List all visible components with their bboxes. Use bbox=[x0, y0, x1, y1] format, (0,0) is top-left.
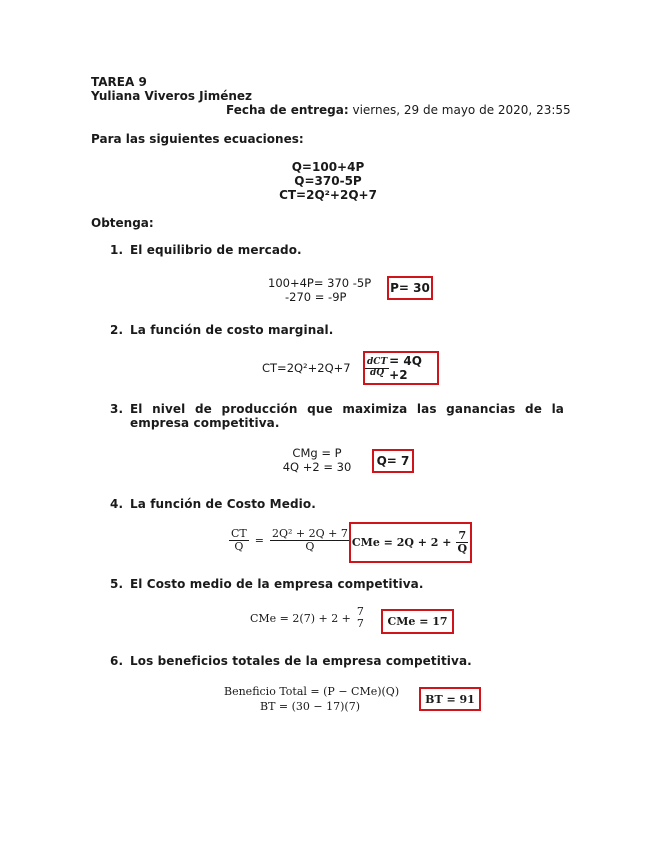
work-3 bbox=[281, 446, 353, 474]
question-text: Los beneficios totales de la empresa competitiva. bbox=[130, 654, 472, 668]
fraction-numerator: 7 bbox=[356, 605, 364, 618]
question-1 bbox=[110, 243, 302, 257]
question-3 bbox=[110, 402, 564, 430]
fraction-denominator: Q bbox=[234, 540, 244, 554]
answer-box-3 bbox=[372, 449, 414, 473]
equation-cost: CT=2Q²+2Q+7 bbox=[279, 188, 377, 202]
due-date-line bbox=[226, 103, 571, 117]
fraction-numerator: dCT bbox=[367, 356, 388, 367]
work-4 bbox=[229, 528, 350, 553]
work-5 bbox=[250, 606, 366, 630]
equation-demand: Q=100+4P bbox=[291, 160, 365, 174]
student-name: Yuliana Viveros Jiménez bbox=[91, 89, 253, 103]
derivative-fraction bbox=[365, 358, 389, 379]
question-5 bbox=[110, 577, 423, 591]
question-text: El equilibrio de mercado. bbox=[130, 243, 302, 257]
question-number: 3. bbox=[110, 402, 124, 416]
work-line: BT = (30 − 17)(7) bbox=[260, 700, 360, 713]
work-line: CMg = P bbox=[292, 446, 342, 460]
fraction-numerator: 2Q² + 2Q + 7 bbox=[271, 527, 348, 540]
work-line: CMe = 2(7) + 2 + bbox=[250, 611, 351, 625]
work-line: CT=2Q²+2Q+7 bbox=[262, 361, 351, 375]
question-text-cont: empresa competitiva. bbox=[130, 416, 280, 430]
answer-text: Q= 7 bbox=[376, 454, 410, 468]
obtain-label: Obtenga: bbox=[91, 216, 154, 230]
question-text: El Costo medio de la empresa competitiva. bbox=[130, 577, 424, 591]
equation-block bbox=[228, 160, 428, 202]
answer-text: P= 30 bbox=[390, 281, 430, 295]
work-line: Beneficio Total = (P − CMe)(Q) bbox=[224, 685, 400, 698]
work-1 bbox=[268, 276, 371, 304]
question-number: 5. bbox=[110, 577, 124, 591]
question-number: 6. bbox=[110, 654, 124, 668]
question-number: 4. bbox=[110, 497, 124, 511]
equals-sign: = bbox=[254, 534, 264, 548]
fraction-denominator: Q bbox=[457, 542, 468, 555]
question-number: 1. bbox=[110, 243, 124, 257]
due-value: viernes, 29 de mayo de 2020, 23:55 bbox=[348, 103, 571, 117]
answer-text: CMe = 17 bbox=[387, 615, 448, 628]
fraction-denominator: dQ bbox=[370, 367, 385, 378]
question-4 bbox=[110, 497, 316, 511]
work-line: 100+4P= 370 -5P bbox=[268, 276, 372, 290]
answer-box-2 bbox=[363, 351, 439, 385]
question-text: El nivel de producción que maximiza las ganancias de la bbox=[130, 402, 564, 416]
work-6 bbox=[224, 684, 399, 714]
fraction-numerator: CT bbox=[231, 527, 247, 540]
fraction-denominator: Q bbox=[305, 540, 315, 554]
work-line: 4Q +2 = 30 bbox=[282, 460, 352, 474]
due-label: Fecha de entrega: bbox=[226, 103, 349, 117]
work-2 bbox=[262, 361, 351, 375]
question-text: La función de costo marginal. bbox=[130, 323, 334, 337]
fraction-numerator: 7 bbox=[458, 528, 467, 542]
cost-over-q-fraction bbox=[229, 528, 249, 553]
answer-text: = 4Q +2 bbox=[389, 354, 422, 382]
question-6 bbox=[110, 654, 472, 668]
equation-supply: Q=370-5P bbox=[294, 174, 362, 188]
assignment-title: TAREA 9 bbox=[91, 75, 147, 89]
work-line: -270 = -9P bbox=[285, 290, 347, 304]
answer-box-1 bbox=[387, 276, 433, 300]
answer-box-4 bbox=[349, 522, 472, 563]
work-fraction bbox=[355, 606, 366, 630]
question-2 bbox=[110, 323, 333, 337]
answer-fraction bbox=[456, 530, 470, 555]
question-text: La función de Costo Medio. bbox=[130, 497, 316, 511]
answer-text: CMe = 2Q + 2 + bbox=[351, 536, 452, 549]
fraction-denominator: 7 bbox=[356, 617, 364, 631]
cost-expression-fraction bbox=[270, 528, 350, 553]
answer-box-6 bbox=[419, 687, 481, 711]
answer-text: BT = 91 bbox=[425, 692, 475, 706]
answer-box-5 bbox=[381, 609, 454, 634]
intro-text: Para las siguientes ecuaciones: bbox=[91, 132, 304, 146]
question-number: 2. bbox=[110, 323, 124, 337]
